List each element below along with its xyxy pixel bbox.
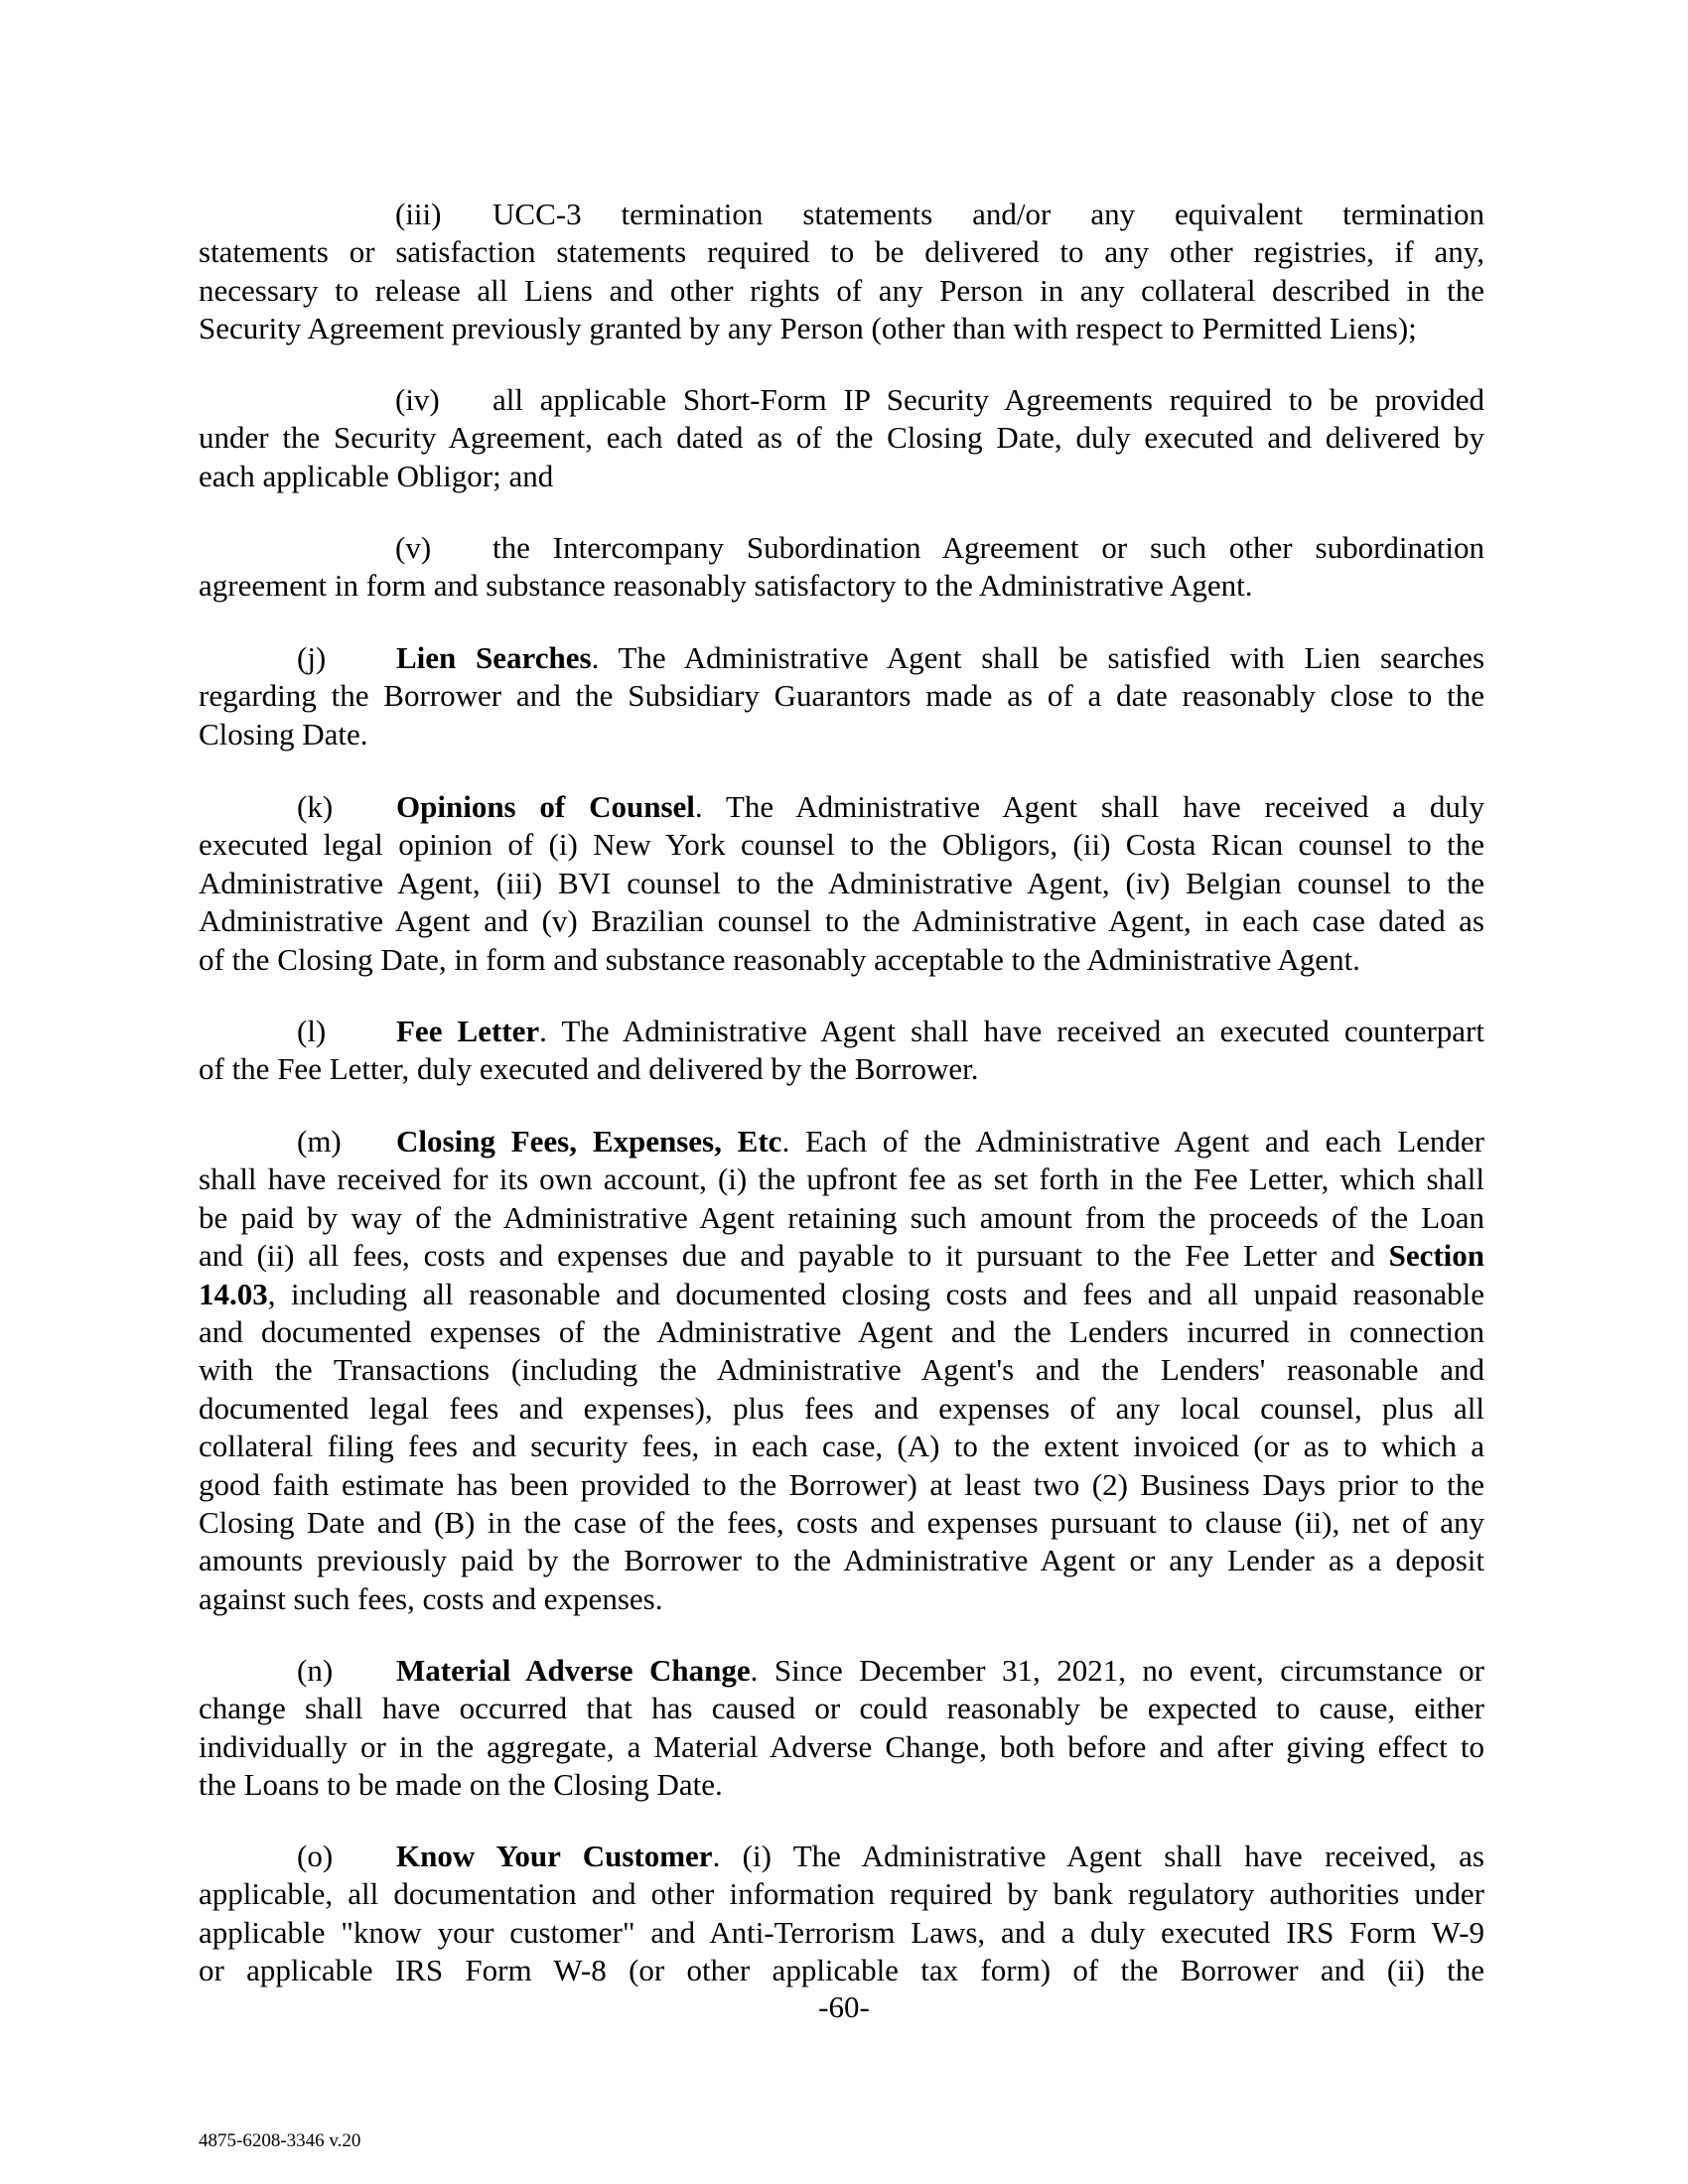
paragraph-line: and (ii) all fees, costs and expenses due and payable to it pursuant to the Fee Letter and Section bbox=[199, 1238, 1485, 1274]
paragraph-line: under the Security Agreement, each dated as of the Closing Date, duly executed and delivered by bbox=[199, 420, 1484, 456]
paragraph-label: (iii) bbox=[395, 197, 442, 231]
paragraph-line: executed legal opinion of (i) New York counsel to the Obligors, (ii) Costa Rican counsel to the bbox=[199, 827, 1484, 863]
document-id: 4875-6208-3346 v.20 bbox=[199, 2130, 361, 2151]
paragraph-line: applicable, all documentation and other information required by bank regulatory authorities under bbox=[199, 1876, 1484, 1912]
paragraph-j bbox=[199, 639, 1484, 753]
paragraph-iv bbox=[199, 381, 1484, 495]
paragraph-line: Security Agreement previously granted by any Person (other than with respect to Permitted Liens); bbox=[199, 311, 1417, 346]
section-reference: Section bbox=[1388, 1238, 1485, 1274]
paragraph-line: regarding the Borrower and the Subsidiary Guarantors made as of a date reasonably close to the bbox=[199, 678, 1484, 714]
paragraph-line: (iii) UCC-3 termination statements and/or any equivalent termination bbox=[199, 196, 1484, 233]
paragraph-line: amounts previously paid by the Borrower to the Administrative Agent or any Lender as a deposit bbox=[199, 1543, 1484, 1578]
paragraph-line: collateral filing fees and security fees, in each case, (A) to the extent invoiced (or as to which a bbox=[199, 1429, 1484, 1464]
paragraph-line: necessary to release all Liens and other rights of any Person in any collateral described in the bbox=[199, 272, 1484, 308]
paragraph-n bbox=[199, 1652, 1484, 1805]
paragraph-line: applicable "know your customer" and Anti-Terrorism Laws, and a duly executed IRS Form W-9 bbox=[199, 1914, 1484, 1950]
paragraph-line: or applicable IRS Form W-8 (or other applicable tax form) of the Borrower and (ii) the bbox=[199, 1953, 1484, 1988]
paragraph-label: (n) bbox=[297, 1653, 334, 1688]
paragraph-v bbox=[199, 529, 1484, 606]
paragraph-line: Closing Date and (B) in the case of the fees, costs and expenses pursuant to clause (ii), net of any bbox=[199, 1505, 1484, 1541]
paragraph-line: the Loans to be made on the Closing Date. bbox=[199, 1767, 723, 1803]
paragraph-line: shall have received for its own account, (i) the upfront fee as set forth in the Fee Letter, which shall bbox=[199, 1161, 1484, 1197]
section-reference: 14.03 bbox=[199, 1276, 268, 1311]
paragraph-line: Administrative Agent and (v) Brazilian counsel to the Administrative Agent, in each case dated as bbox=[199, 903, 1484, 939]
paragraph-line: individually or in the aggregate, a Material Adverse Change, both before and after giving effect to bbox=[199, 1728, 1484, 1764]
paragraph-line: (j) Lien Searches. The Administrative Agent shall be satisfied with Lien searches bbox=[199, 639, 1484, 677]
paragraph-line: be paid by way of the Administrative Agent retaining such amount from the proceeds of the Loan bbox=[199, 1199, 1484, 1235]
paragraph-line: change shall have occurred that has caused or could reasonably be expected to cause, either bbox=[199, 1691, 1484, 1726]
paragraph-label: (l) bbox=[297, 1014, 327, 1048]
paragraph-line: with the Transactions (including the Administrative Agent's and the Lenders' reasonable and bbox=[199, 1352, 1484, 1388]
paragraph-line: 14.03, including all reasonable and documented closing costs and fees and all unpaid reasonable bbox=[199, 1276, 1484, 1311]
paragraph-line: (o) Know Your Customer. (i) The Administrative Agent shall have received, as bbox=[199, 1838, 1484, 1875]
paragraph-iii bbox=[199, 196, 1484, 348]
paragraph-line: Closing Date. bbox=[199, 716, 368, 751]
paragraph-heading: Material Adverse Change bbox=[396, 1653, 751, 1688]
paragraph-line: (iv) all applicable Short-Form IP Security Agreements required to be provided bbox=[199, 381, 1484, 419]
paragraph-line: (v) the Intercompany Subordination Agreement or such other subordination bbox=[199, 529, 1484, 567]
paragraph-line: statements or satisfaction statements required to be delivered to any other registries, if any, bbox=[199, 234, 1484, 270]
paragraph-line: of the Fee Letter, duly executed and delivered by the Borrower. bbox=[199, 1051, 979, 1087]
paragraph-label: (k) bbox=[297, 789, 334, 824]
paragraph-heading: Fee Letter bbox=[396, 1014, 540, 1048]
paragraph-label: (j) bbox=[297, 640, 327, 675]
paragraph-line: and documented expenses of the Administrative Agent and the Lenders incurred in connection bbox=[199, 1314, 1484, 1350]
paragraph-line: documented legal fees and expenses), plus fees and expenses of any local counsel, plus all bbox=[199, 1390, 1484, 1426]
paragraph-line: of the Closing Date, in form and substance reasonably acceptable to the Administrative Agent. bbox=[199, 941, 1360, 977]
paragraph-heading: Closing Fees, Expenses, Etc bbox=[396, 1124, 782, 1159]
paragraph-line: (k) Opinions of Counsel. The Administrative Agent shall have received a duly bbox=[199, 788, 1484, 826]
paragraph-line: against such fees, costs and expenses. bbox=[199, 1580, 663, 1616]
paragraph-label: (m) bbox=[297, 1124, 342, 1159]
paragraph-line: (n) Material Adverse Change. Since December 31, 2021, no event, circumstance or bbox=[199, 1652, 1484, 1690]
paragraph-k bbox=[199, 788, 1484, 979]
paragraph-heading: Know Your Customer bbox=[396, 1839, 713, 1873]
paragraph-label: (iv) bbox=[395, 382, 440, 417]
paragraph-o bbox=[199, 1838, 1484, 1990]
paragraph-m bbox=[199, 1123, 1484, 1618]
paragraph-line: each applicable Obligor; and bbox=[199, 458, 554, 493]
paragraph-heading: Opinions of Counsel bbox=[396, 789, 695, 824]
paragraph-l bbox=[199, 1013, 1484, 1089]
page-number: -60- bbox=[818, 1989, 870, 2024]
paragraph-line: agreement in form and substance reasonably satisfactory to the Administrative Agent. bbox=[199, 568, 1253, 604]
paragraph-line: Administrative Agent, (iii) BVI counsel to the Administrative Agent, (iv) Belgian counsel to the bbox=[199, 865, 1484, 900]
paragraph-line: (m) Closing Fees, Expenses, Etc. Each of the Administrative Agent and each Lender bbox=[199, 1123, 1484, 1160]
paragraph-heading: Lien Searches bbox=[396, 640, 592, 675]
paragraph-label: (v) bbox=[395, 530, 432, 565]
paragraph-line: (l) Fee Letter. The Administrative Agent shall have received an executed counterpart bbox=[199, 1013, 1484, 1050]
paragraph-line: good faith estimate has been provided to the Borrower) at least two (2) Business Days prior to the bbox=[199, 1466, 1484, 1502]
paragraph-label: (o) bbox=[297, 1839, 334, 1873]
